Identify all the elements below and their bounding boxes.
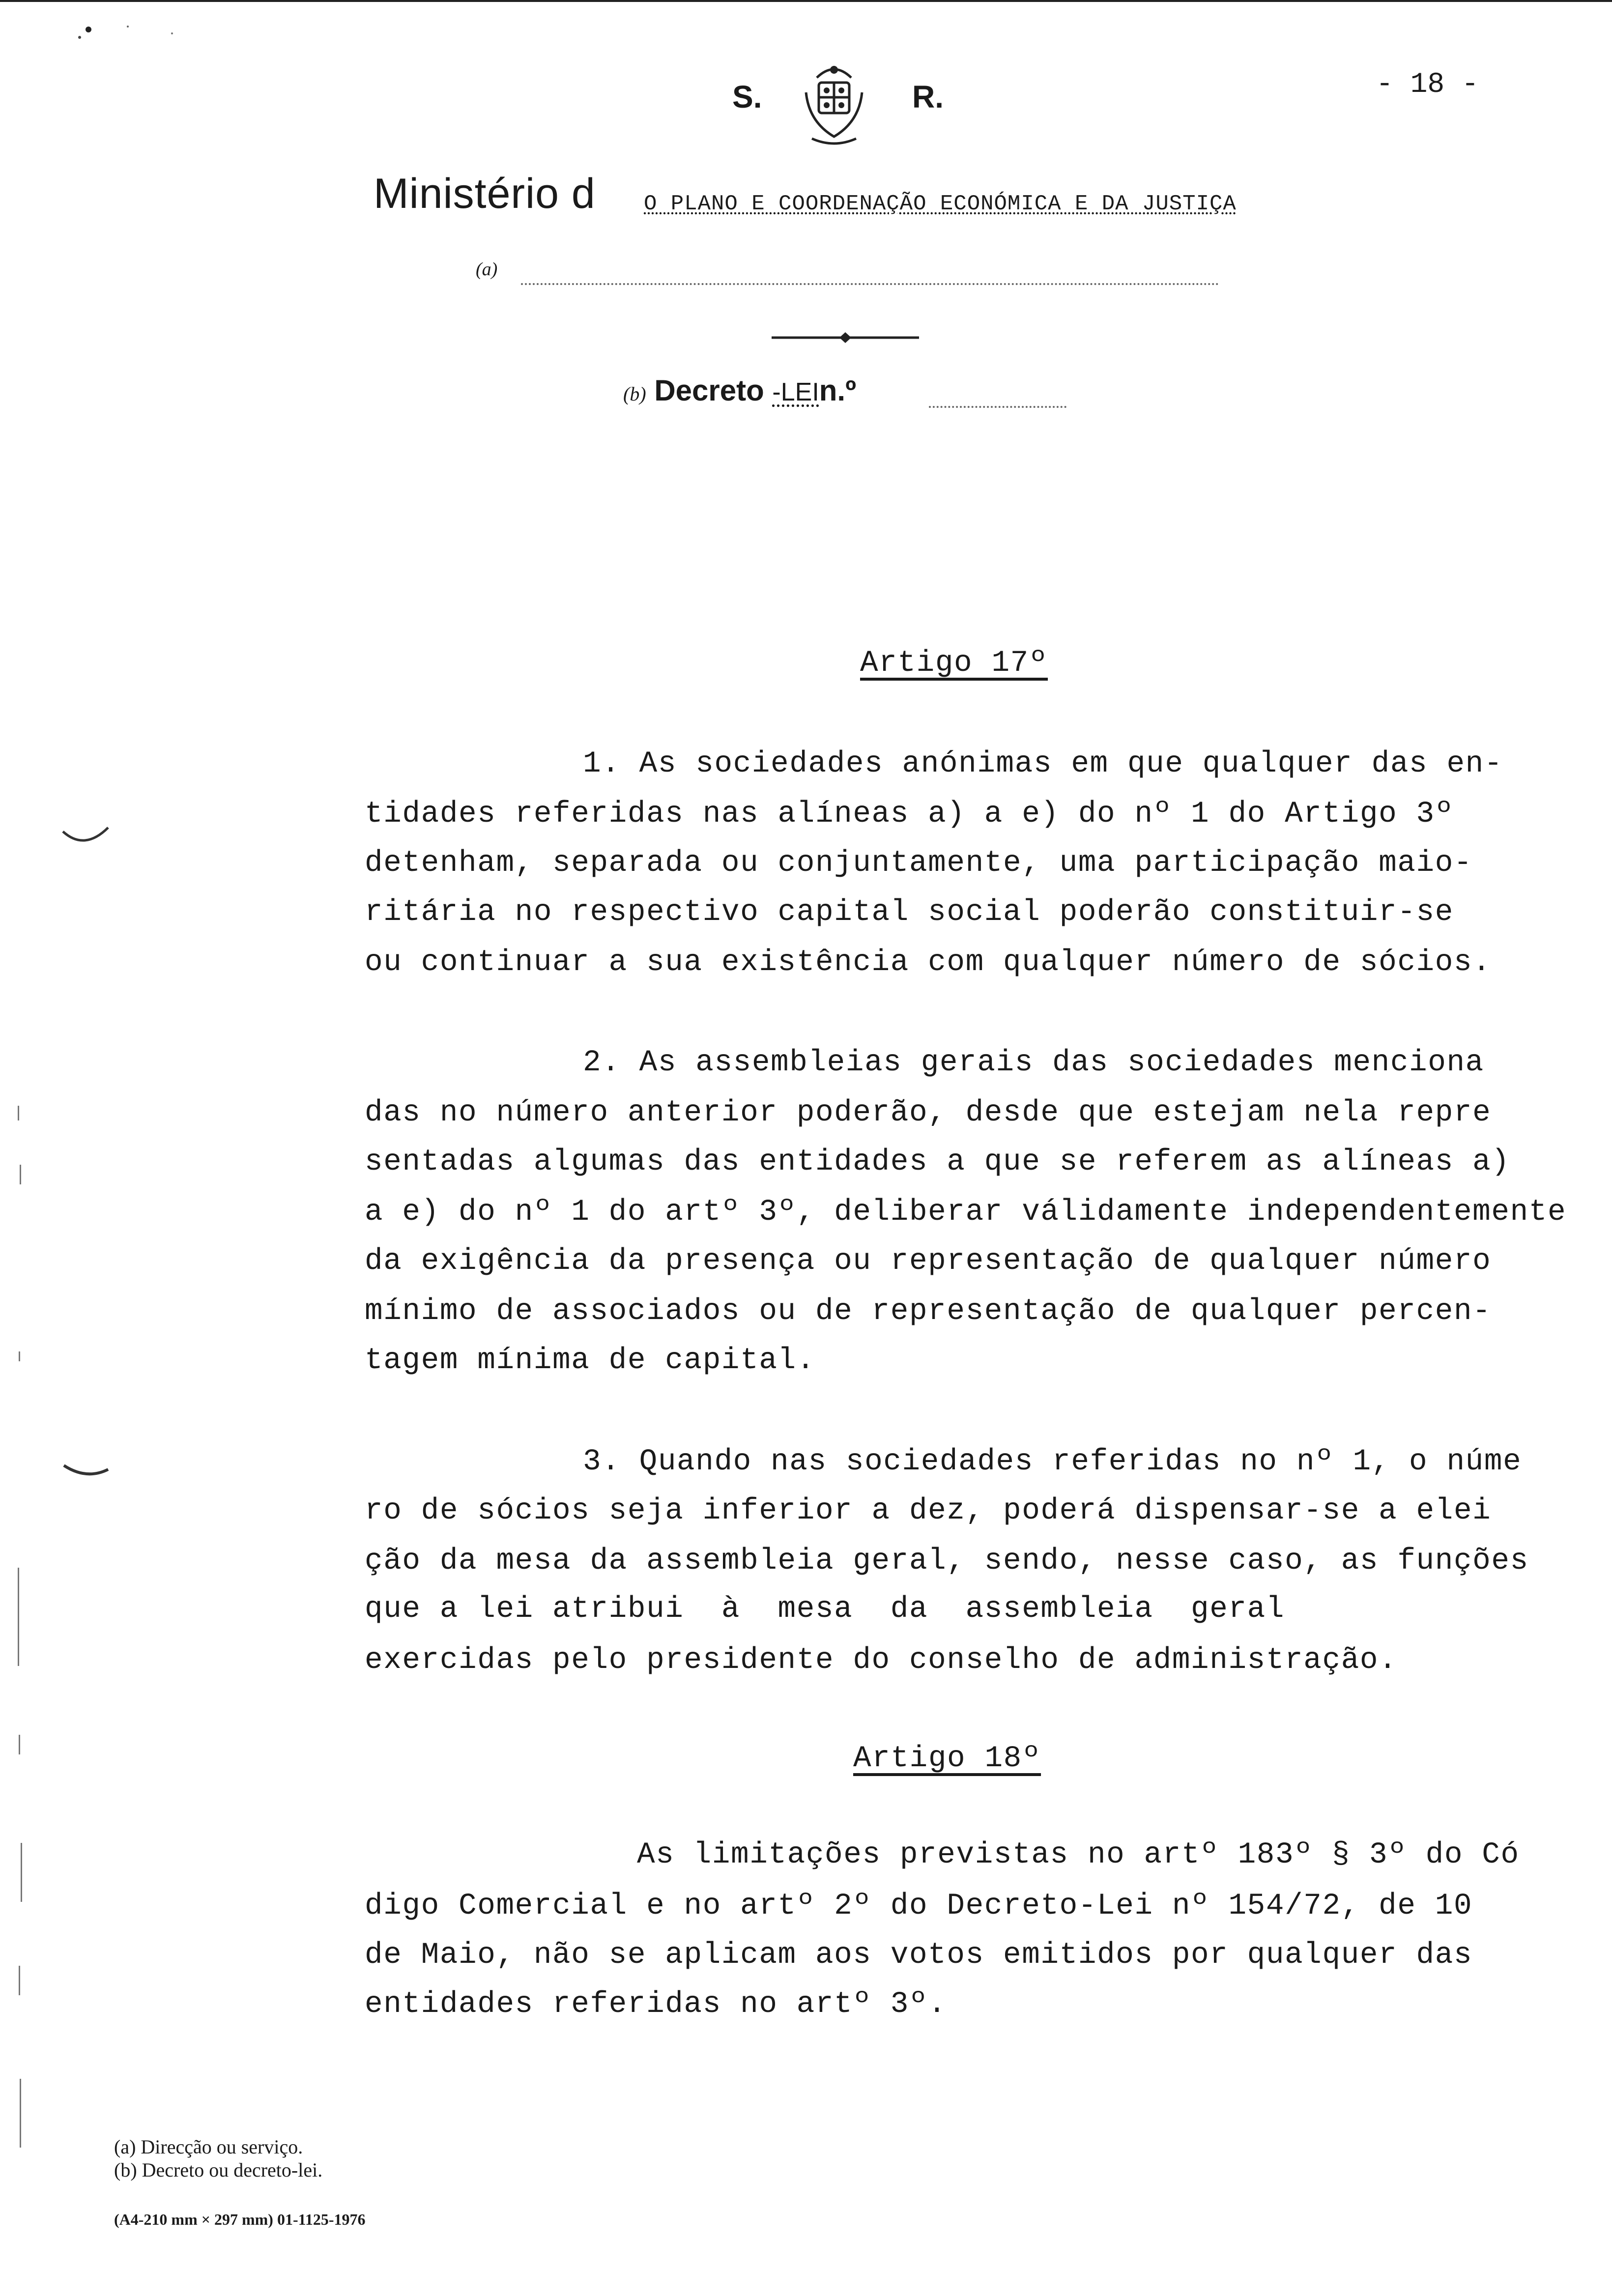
- art17-p1-line: detenham, separada ou conjuntamente, uma participação maio-: [365, 846, 1473, 880]
- footnote-a: (a) Direcção ou serviço.: [114, 2136, 303, 2158]
- divider-ornament: [772, 330, 919, 345]
- note-a-dotted-line: [521, 283, 1219, 285]
- art17-p2-line: sentadas algumas das entidades a que se referem as alíneas a): [365, 1145, 1510, 1179]
- hole-punch-mark-upper: [59, 821, 113, 860]
- ministry-prefix: Ministério d: [374, 170, 596, 217]
- art17-p1-line: tidades referidas nas alíneas a) a e) do nº 1 do Artigo 3º: [365, 797, 1454, 831]
- art17-p1-line: ritária no respectivo capital social poderão constituir-se: [365, 895, 1454, 929]
- art17-p2-line: a e) do nº 1 do artº 3º, deliberar válidamente independentemente: [365, 1195, 1567, 1229]
- art17-p2-line: tagem mínima de capital.: [365, 1344, 815, 1378]
- footnote-b: (b) Decreto ou decreto-lei.: [114, 2159, 323, 2181]
- decreto-dotted-line: [929, 406, 1066, 408]
- note-a-marker: (a): [476, 259, 498, 280]
- art18-line: As limitações previstas no artº 183º § 3º do Có: [637, 1838, 1520, 1872]
- coat-of-arms-icon: [797, 58, 871, 146]
- hole-punch-mark-lower: [59, 1455, 113, 1489]
- art17-p2-line: das no número anterior poderão, desde que estejam nela repre: [365, 1096, 1492, 1130]
- decreto-b-marker: (b): [623, 383, 646, 405]
- art17-p3-line: que a lei atribui à mesa da assembleia geral: [365, 1592, 1285, 1626]
- header-sr-left: S.: [732, 79, 762, 115]
- decreto-lei-label: -LEI: [772, 378, 819, 406]
- art17-p2-line: 2. As assembleias gerais das sociedades menciona: [583, 1046, 1484, 1080]
- decreto-line: [623, 373, 856, 407]
- form-code: (A4-210 mm × 297 mm) 01-1125-1976: [114, 2210, 366, 2228]
- art17-p3-line: exercidas pelo presidente do conselho de administração.: [365, 1643, 1398, 1677]
- art17-p2-line: da exigência da presença ou representação de qualquer número: [365, 1244, 1492, 1278]
- decreto-number-label: n.º: [819, 374, 857, 407]
- art17-p2-line: mínimo de associados ou de representação de qualquer percen-: [365, 1294, 1492, 1328]
- decreto-label: Decreto: [654, 374, 764, 407]
- art17-p1-line: 1. As sociedades anónimas em que qualquer das en-: [583, 747, 1503, 781]
- art17-p3-line: ção da mesa da assembleia geral, sendo, nesse caso, as funções: [365, 1544, 1529, 1578]
- art18-line: entidades referidas no artº 3º.: [365, 1987, 947, 2021]
- art18-line: de Maio, não se aplicam aos votos emitidos por qualquer das: [365, 1938, 1473, 1972]
- art17-p1-line: ou continuar a sua existência com qualquer número de sócios.: [365, 946, 1492, 979]
- header-sr-right: R.: [912, 79, 944, 115]
- art18-line: digo Comercial e no artº 2º do Decreto-Lei nº 154/72, de 10: [365, 1889, 1473, 1923]
- left-edge-scan-dots: [15, 1106, 34, 2236]
- art17-p3-line: ro de sócios seja inferior a dez, poderá dispensar-se a elei: [365, 1494, 1492, 1528]
- scan-top-edge: [0, 0, 1612, 2]
- article-17-heading: Artigo 17º: [860, 646, 1048, 680]
- ministry-name: [644, 189, 1237, 217]
- article-18-heading: Artigo 18º: [853, 1742, 1041, 1776]
- page-number: - 18 -: [1376, 69, 1479, 101]
- ministry-name-text: O PLANO E COORDENAÇÃO ECONÓMICA E DA JUSTIÇA: [644, 192, 1237, 216]
- art17-p3-line: 3. Quando nas sociedades referidas no nº 1, o núme: [583, 1445, 1522, 1479]
- scan-speck-top-left: [54, 20, 182, 49]
